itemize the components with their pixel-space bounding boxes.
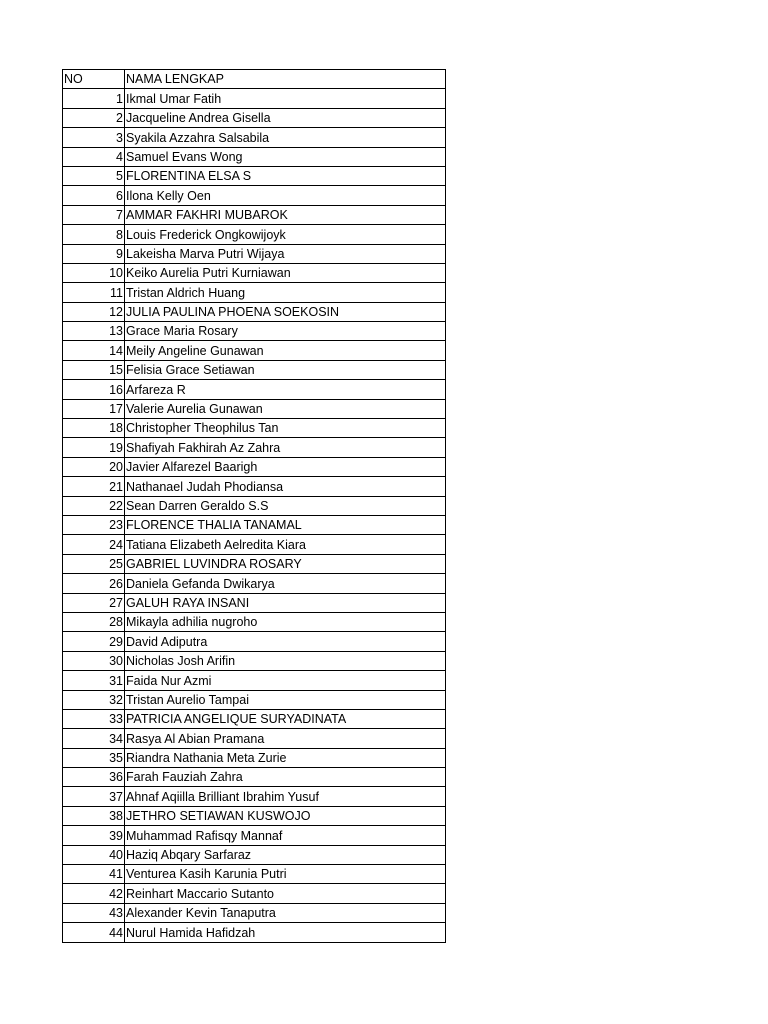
table-row bbox=[63, 225, 446, 244]
table-row bbox=[63, 128, 446, 147]
row-full-name: Mikayla adhilia nugroho bbox=[125, 612, 446, 631]
table-row bbox=[63, 244, 446, 263]
row-full-name: Faida Nur Azmi bbox=[125, 671, 446, 690]
table-row bbox=[63, 283, 446, 302]
row-number: 22 bbox=[63, 496, 125, 515]
table-row bbox=[63, 923, 446, 942]
row-number: 43 bbox=[63, 903, 125, 922]
table-row bbox=[63, 399, 446, 418]
header-row bbox=[63, 70, 446, 89]
table-row bbox=[63, 690, 446, 709]
row-full-name: Alexander Kevin Tanaputra bbox=[125, 903, 446, 922]
row-number: 8 bbox=[63, 225, 125, 244]
header-no: NO bbox=[63, 70, 125, 89]
row-number: 37 bbox=[63, 787, 125, 806]
table-row bbox=[63, 186, 446, 205]
table-row bbox=[63, 419, 446, 438]
row-number: 6 bbox=[63, 186, 125, 205]
row-full-name: Rasya Al Abian Pramana bbox=[125, 729, 446, 748]
row-number: 9 bbox=[63, 244, 125, 263]
row-full-name: AMMAR FAKHRI MUBAROK bbox=[125, 205, 446, 224]
row-full-name: Daniela Gefanda Dwikarya bbox=[125, 574, 446, 593]
row-number: 12 bbox=[63, 302, 125, 321]
table-row bbox=[63, 787, 446, 806]
row-full-name: Samuel Evans Wong bbox=[125, 147, 446, 166]
table-row bbox=[63, 806, 446, 825]
table-row bbox=[63, 865, 446, 884]
row-full-name: Felisia Grace Setiawan bbox=[125, 360, 446, 379]
row-full-name: PATRICIA ANGELIQUE SURYADINATA bbox=[125, 709, 446, 728]
row-full-name: Venturea Kasih Karunia Putri bbox=[125, 865, 446, 884]
row-number: 21 bbox=[63, 477, 125, 496]
row-number: 24 bbox=[63, 535, 125, 554]
row-full-name: David Adiputra bbox=[125, 632, 446, 651]
row-number: 23 bbox=[63, 515, 125, 534]
row-full-name: GALUH RAYA INSANI bbox=[125, 593, 446, 612]
table-row bbox=[63, 826, 446, 845]
table-row bbox=[63, 709, 446, 728]
row-full-name: GABRIEL LUVINDRA ROSARY bbox=[125, 554, 446, 573]
table-row bbox=[63, 632, 446, 651]
row-full-name: Ilona Kelly Oen bbox=[125, 186, 446, 205]
table-row bbox=[63, 748, 446, 767]
row-number: 18 bbox=[63, 419, 125, 438]
row-number: 29 bbox=[63, 632, 125, 651]
table-row bbox=[63, 496, 446, 515]
row-number: 15 bbox=[63, 360, 125, 379]
row-full-name: Nathanael Judah Phodiansa bbox=[125, 477, 446, 496]
row-full-name: Shafiyah Fakhirah Az Zahra bbox=[125, 438, 446, 457]
row-number: 31 bbox=[63, 671, 125, 690]
table-row bbox=[63, 380, 446, 399]
table-row bbox=[63, 341, 446, 360]
row-number: 17 bbox=[63, 399, 125, 418]
row-full-name: Lakeisha Marva Putri Wijaya bbox=[125, 244, 446, 263]
row-full-name: Meily Angeline Gunawan bbox=[125, 341, 446, 360]
table-row bbox=[63, 903, 446, 922]
row-full-name: Valerie Aurelia Gunawan bbox=[125, 399, 446, 418]
table-row bbox=[63, 89, 446, 108]
row-full-name: FLORENCE THALIA TANAMAL bbox=[125, 515, 446, 534]
table-row bbox=[63, 166, 446, 185]
table-row bbox=[63, 360, 446, 379]
name-list-table bbox=[62, 69, 446, 943]
table-row bbox=[63, 263, 446, 282]
row-number: 30 bbox=[63, 651, 125, 670]
table-row bbox=[63, 515, 446, 534]
table-row bbox=[63, 651, 446, 670]
row-full-name: Keiko Aurelia Putri Kurniawan bbox=[125, 263, 446, 282]
table-row bbox=[63, 574, 446, 593]
row-number: 32 bbox=[63, 690, 125, 709]
row-number: 2 bbox=[63, 108, 125, 127]
table-body bbox=[63, 70, 446, 943]
table-row bbox=[63, 205, 446, 224]
row-number: 34 bbox=[63, 729, 125, 748]
row-number: 25 bbox=[63, 554, 125, 573]
row-full-name: Christopher Theophilus Tan bbox=[125, 419, 446, 438]
row-number: 10 bbox=[63, 263, 125, 282]
row-full-name: Tristan Aldrich Huang bbox=[125, 283, 446, 302]
row-full-name: Louis Frederick Ongkowijoyk bbox=[125, 225, 446, 244]
row-full-name: Ahnaf Aqiilla Brilliant Ibrahim Yusuf bbox=[125, 787, 446, 806]
row-number: 11 bbox=[63, 283, 125, 302]
row-full-name: Nicholas Josh Arifin bbox=[125, 651, 446, 670]
row-number: 44 bbox=[63, 923, 125, 942]
table-row bbox=[63, 147, 446, 166]
row-number: 7 bbox=[63, 205, 125, 224]
row-number: 35 bbox=[63, 748, 125, 767]
row-number: 27 bbox=[63, 593, 125, 612]
row-full-name: Muhammad Rafisqy Mannaf bbox=[125, 826, 446, 845]
header-name: NAMA LENGKAP bbox=[125, 70, 446, 89]
table-row bbox=[63, 729, 446, 748]
row-full-name: Farah Fauziah Zahra bbox=[125, 768, 446, 787]
row-full-name: JULIA PAULINA PHOENA SOEKOSIN bbox=[125, 302, 446, 321]
row-number: 1 bbox=[63, 89, 125, 108]
row-full-name: Ikmal Umar Fatih bbox=[125, 89, 446, 108]
table-row bbox=[63, 845, 446, 864]
row-full-name: JETHRO SETIAWAN KUSWOJO bbox=[125, 806, 446, 825]
row-number: 28 bbox=[63, 612, 125, 631]
table-row bbox=[63, 535, 446, 554]
table-row bbox=[63, 612, 446, 631]
row-number: 42 bbox=[63, 884, 125, 903]
row-number: 13 bbox=[63, 322, 125, 341]
row-number: 41 bbox=[63, 865, 125, 884]
row-full-name: Tristan Aurelio Tampai bbox=[125, 690, 446, 709]
row-number: 39 bbox=[63, 826, 125, 845]
table-row bbox=[63, 671, 446, 690]
table-row bbox=[63, 322, 446, 341]
row-number: 16 bbox=[63, 380, 125, 399]
row-number: 20 bbox=[63, 457, 125, 476]
row-number: 14 bbox=[63, 341, 125, 360]
table-row bbox=[63, 457, 446, 476]
table-row bbox=[63, 477, 446, 496]
row-full-name: FLORENTINA ELSA S bbox=[125, 166, 446, 185]
table-row bbox=[63, 593, 446, 612]
row-number: 4 bbox=[63, 147, 125, 166]
row-number: 33 bbox=[63, 709, 125, 728]
row-full-name: Reinhart Maccario Sutanto bbox=[125, 884, 446, 903]
table-row bbox=[63, 438, 446, 457]
row-full-name: Sean Darren Geraldo S.S bbox=[125, 496, 446, 515]
table-row bbox=[63, 302, 446, 321]
table-row bbox=[63, 768, 446, 787]
table-row bbox=[63, 884, 446, 903]
row-full-name: Jacqueline Andrea Gisella bbox=[125, 108, 446, 127]
row-number: 26 bbox=[63, 574, 125, 593]
row-full-name: Riandra Nathania Meta Zurie bbox=[125, 748, 446, 767]
row-number: 38 bbox=[63, 806, 125, 825]
row-full-name: Arfareza R bbox=[125, 380, 446, 399]
row-number: 5 bbox=[63, 166, 125, 185]
row-number: 40 bbox=[63, 845, 125, 864]
row-full-name: Nurul Hamida Hafidzah bbox=[125, 923, 446, 942]
row-full-name: Haziq Abqary Sarfaraz bbox=[125, 845, 446, 864]
table-row bbox=[63, 554, 446, 573]
table-row bbox=[63, 108, 446, 127]
row-number: 3 bbox=[63, 128, 125, 147]
row-full-name: Javier Alfarezel Baarigh bbox=[125, 457, 446, 476]
row-number: 19 bbox=[63, 438, 125, 457]
row-full-name: Grace Maria Rosary bbox=[125, 322, 446, 341]
row-number: 36 bbox=[63, 768, 125, 787]
row-full-name: Syakila Azzahra Salsabila bbox=[125, 128, 446, 147]
row-full-name: Tatiana Elizabeth Aelredita Kiara bbox=[125, 535, 446, 554]
